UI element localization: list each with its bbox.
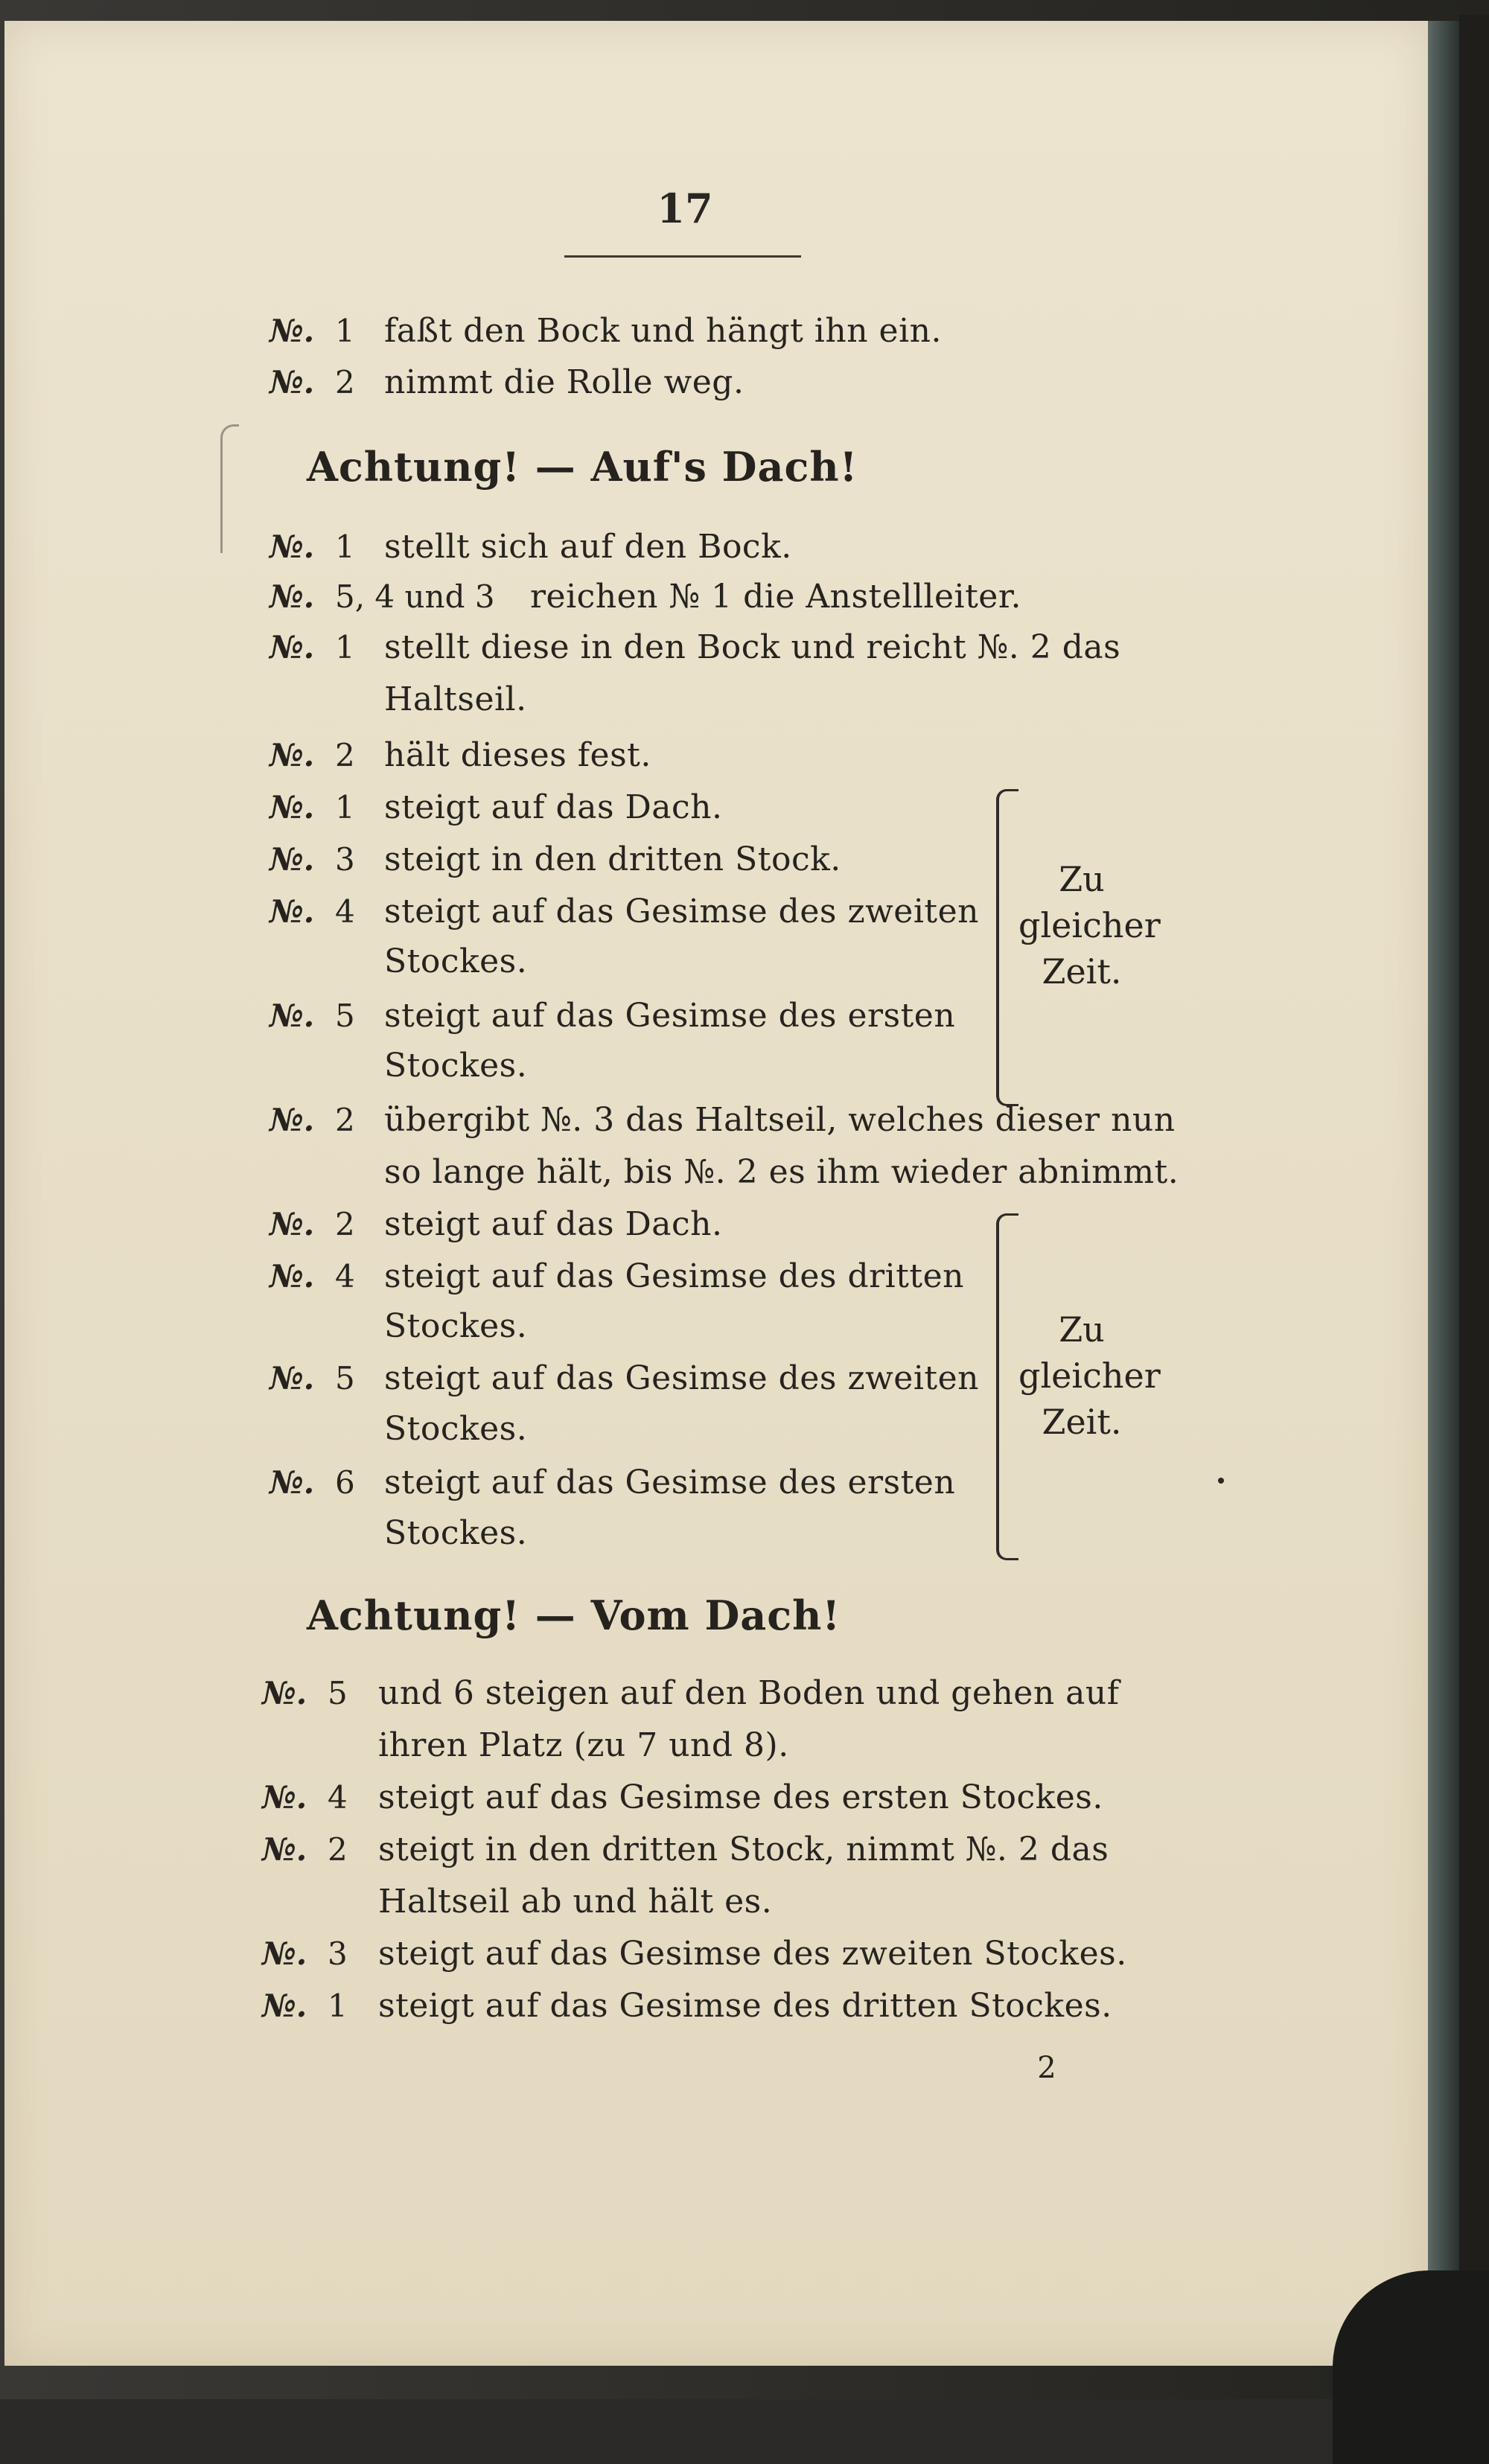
item-number-label: №.	[270, 737, 315, 773]
item-number-label: №.	[270, 313, 315, 349]
item-number-label: №.	[270, 578, 315, 615]
item-continuation: Stockes.	[384, 1047, 528, 1085]
side-note	[1018, 856, 1161, 995]
item-number-label: №.	[270, 1206, 315, 1242]
item-index: 3	[335, 841, 355, 878]
item-index: 1	[335, 789, 355, 826]
item-text: steigt auf das Gesimse des zweiten	[384, 1359, 979, 1397]
item-index: 5	[335, 998, 355, 1034]
bracket-group	[996, 789, 1018, 1106]
side-note-line: Zeit.	[1042, 951, 1122, 992]
item-text: stellt diese in den Bock und reicht №. 2 das	[384, 628, 1121, 666]
item-number-label: №.	[262, 1779, 307, 1816]
side-note-line: gleicher	[1018, 1356, 1161, 1396]
item-text: steigt in den dritten Stock.	[384, 840, 841, 878]
book-spine	[1428, 21, 1459, 2321]
side-note	[1018, 1306, 1161, 1445]
item-continuation: Stockes.	[384, 1410, 528, 1448]
item-index: 1	[328, 1988, 348, 2024]
item-index: 1	[335, 629, 355, 666]
item-number-label: №.	[270, 1464, 315, 1501]
item-text: steigt auf das Gesimse des ersten	[384, 997, 956, 1035]
item-text: steigt auf das Dach.	[384, 788, 723, 826]
item-index: 5, 4 und 3	[335, 578, 495, 615]
item-number-label: №.	[270, 841, 315, 878]
pencil-margin-mark	[220, 424, 239, 553]
item-number-label: №.	[270, 893, 315, 930]
side-note-line: Zu	[1059, 859, 1105, 899]
item-number-label: №.	[270, 529, 315, 565]
item-continuation: Stockes.	[384, 1514, 528, 1552]
item-number-label: №.	[270, 1102, 315, 1138]
item-index: 4	[335, 893, 355, 930]
item-continuation: ihren Platz (zu 7 und 8).	[378, 1726, 789, 1764]
item-index: 2	[335, 364, 355, 400]
item-number-label: №.	[262, 1988, 307, 2024]
signature-mark: 2	[1037, 2051, 1056, 2085]
section-heading: Achtung! — Auf's Dach!	[307, 443, 858, 491]
item-text: steigt auf das Gesimse des dritten	[384, 1257, 964, 1295]
item-number-label: №.	[270, 1360, 315, 1397]
book-edge	[1459, 15, 1489, 2397]
item-continuation: Haltseil ab und hält es.	[378, 1883, 773, 1921]
section-heading: Achtung! — Vom Dach!	[307, 1592, 841, 1639]
item-text: steigt auf das Gesimse des dritten Stockes.	[378, 1987, 1112, 2025]
item-text: steigt in den dritten Stock, nimmt №. 2 das	[378, 1831, 1109, 1868]
item-index: 6	[335, 1464, 355, 1501]
header-rule	[564, 255, 801, 258]
item-index: 2	[335, 1206, 355, 1242]
item-number-label: №.	[270, 998, 315, 1034]
item-continuation: so lange hält, bis №. 2 es ihm wieder abnimmt.	[384, 1153, 1179, 1191]
item-text: stellt sich auf den Bock.	[384, 528, 792, 566]
item-number-label: №.	[262, 1935, 307, 1972]
item-number-label: №.	[270, 789, 315, 826]
side-note-line: Zu	[1059, 1309, 1105, 1350]
item-number-label: №.	[270, 1258, 315, 1295]
item-text: faßt den Bock und hängt ihn ein.	[384, 312, 942, 350]
item-text: steigt auf das Gesimse des zweiten	[384, 893, 979, 931]
item-text: steigt auf das Dach.	[384, 1205, 723, 1243]
item-number-label: №.	[270, 629, 315, 666]
item-index: 3	[328, 1935, 348, 1972]
item-text: steigt auf das Gesimse des zweiten Stockes.	[378, 1935, 1127, 1973]
page-number: 17	[657, 185, 713, 232]
ink-speck	[1218, 1478, 1224, 1484]
item-continuation: Haltseil.	[384, 680, 527, 718]
item-number-label: №.	[262, 1831, 307, 1868]
item-index: 2	[328, 1831, 348, 1868]
item-index: 1	[335, 313, 355, 349]
side-note-line: gleicher	[1018, 905, 1161, 945]
item-index: 4	[335, 1258, 355, 1295]
item-text: steigt auf das Gesimse des ersten	[384, 1464, 956, 1501]
bracket-group	[996, 1213, 1018, 1560]
item-index: 4	[328, 1779, 348, 1816]
item-text: steigt auf das Gesimse des ersten Stockes.	[378, 1778, 1103, 1816]
item-text: reichen № 1 die Anstellleiter.	[530, 578, 1022, 616]
item-text: und 6 steigen auf den Boden und gehen auf	[378, 1674, 1120, 1712]
item-number-label: №.	[270, 364, 315, 400]
item-number-label: №.	[262, 1675, 307, 1711]
item-continuation: Stockes.	[384, 942, 528, 980]
item-index: 2	[335, 1102, 355, 1138]
item-index: 5	[335, 1360, 355, 1397]
item-text: nimmt die Rolle weg.	[384, 363, 744, 401]
item-continuation: Stockes.	[384, 1307, 528, 1345]
item-text: hält dieses fest.	[384, 736, 651, 774]
item-index: 5	[328, 1675, 348, 1711]
item-index: 1	[335, 529, 355, 565]
side-note-line: Zeit.	[1042, 1402, 1122, 1442]
item-text: übergibt №. 3 das Haltseil, welches dieser nun	[384, 1101, 1176, 1139]
item-index: 2	[335, 737, 355, 773]
